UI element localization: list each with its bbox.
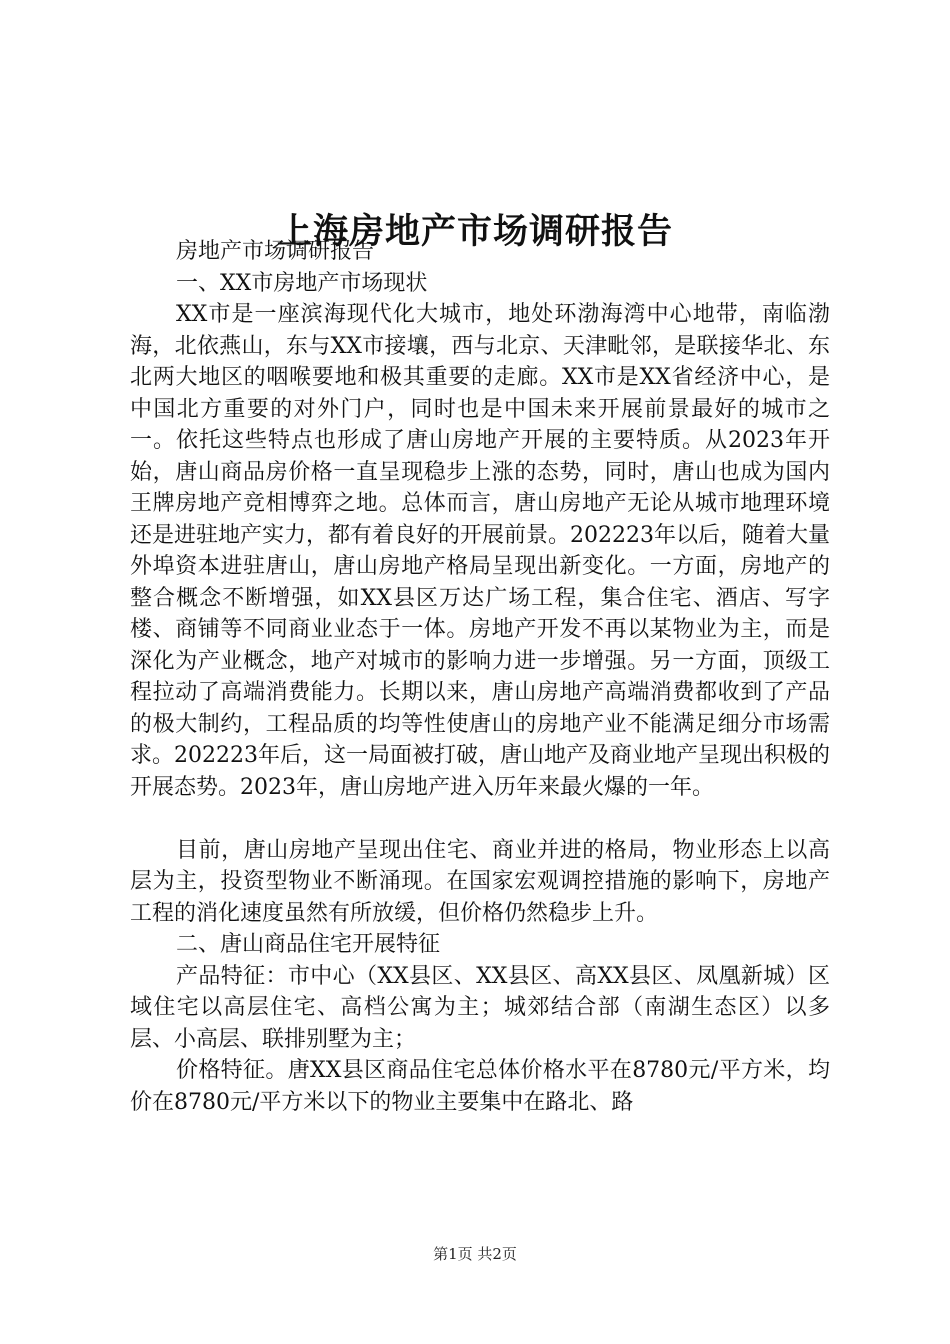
paragraph-product-features: 产品特征：市中心（XX县区、XX县区、高XX县区、凤凰新城）区域住宅以高层住宅、高档公寓为主；城郊结合部（南湖生态区）以多层、小高层、联排别墅为主； [130, 963, 830, 1052]
section-heading-2: 二、唐山商品住宅开展特征 [176, 932, 441, 957]
paragraph-city-overview: XX市是一座滨海现代化大城市，地处环渤海湾中心地带，南临渤海，北依燕山，东与XX市接壤，西与北京、天津毗邻，是联接华北、东北两大地区的咽喉要地和极其重要的走廊。XX市是XX省经济中心，是中国北方重要的对外门户，同时也是中国未来开展前景最好的城市之一。依托这些特点也形成了唐山房地产开展的主要特质。从2023年开始，唐山商品房价格一直呈现稳步上涨的态势，同时，唐山也成为国内王牌房地产竞相博弈之地。总体而言，唐山房地产无论从城市地理环境还是进驻地产实力，都有着良好的开展前景。202223年以后，随着大量外埠资本进驻唐山，唐山房地产格局呈现出新变化。一方面，房地产的整合概念不断增强，如XX县区万达广场工程，集合住宅、酒店、写字楼、商铺等不同商业业态于一体。房地产开发不再以某物业为主，而是深化为产业概念，地产对城市的影响力进一步增强。另一方面，顶级工程拉动了高端消费能力。长期以来，唐山房地产高端消费都收到了产品的极大制约，工程品质的均等性使唐山的房地产业不能满足细分市场需求。202223年后，这一局面被打破，唐山地产及商业地产呈现出积极的开展态势。2023年，唐山房地产进入历年来最火爆的一年。 [130, 302, 830, 800]
paragraph-price-features: 价格特征。唐XX县区商品住宅总体价格水平在8780元/平方米，均价在8780元/平方米以下的物业主要集中在路北、路 [130, 1058, 830, 1115]
document-title: 上海房地产市场调研报告 [276, 211, 673, 253]
paragraph-current-situation: 目前，唐山房地产呈现出住宅、商业并进的格局，物业形态上以高层为主，投资型物业不断涌现。在国家宏观调控措施的影响下，房地产工程的消化速度虽然有所放缓，但价格仍然稳步上升。 [130, 837, 830, 926]
paragraph-spacer [130, 803, 830, 835]
report-subtitle: 房地产市场调研报告 [176, 239, 375, 264]
page-footer: 第1页 共2页 [433, 1245, 517, 1263]
section-heading-1: 一、XX市房地产市场现状 [176, 270, 428, 296]
document-body [130, 236, 830, 1118]
